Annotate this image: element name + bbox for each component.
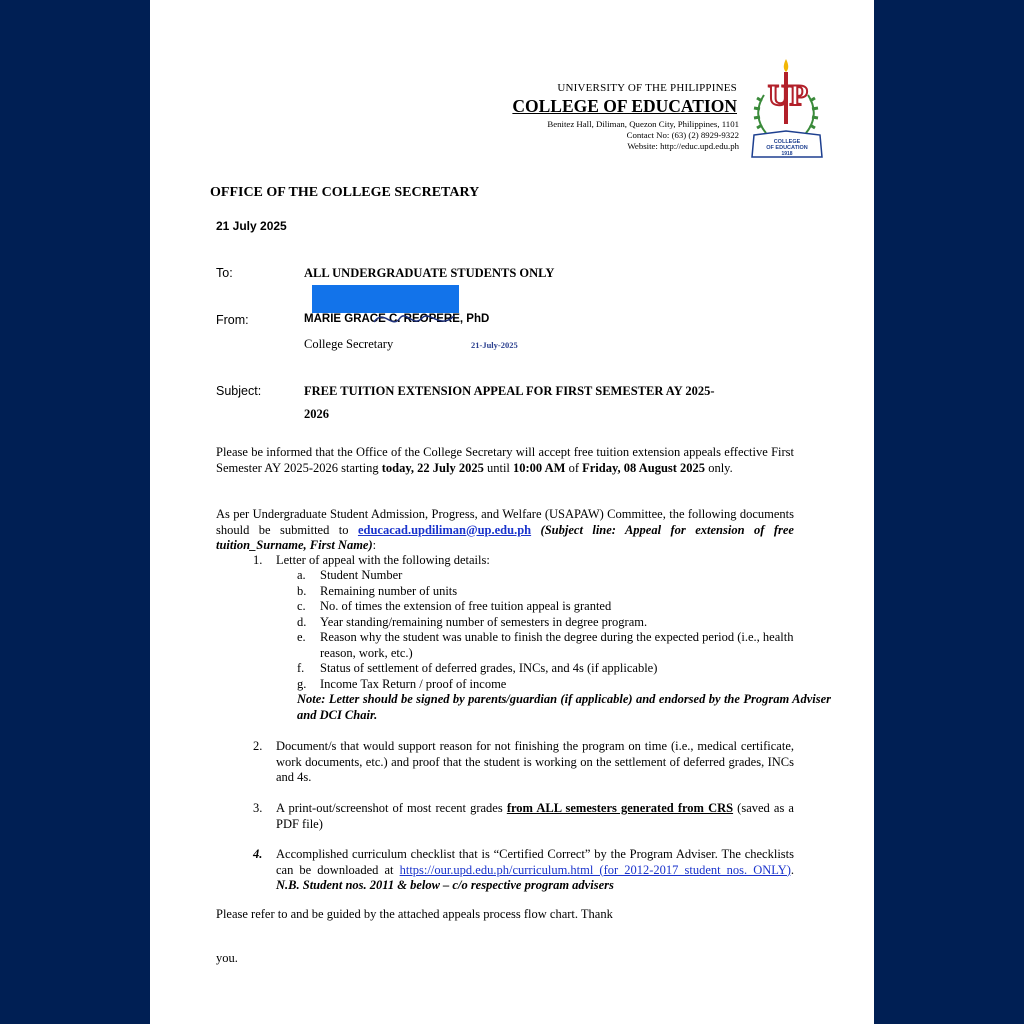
item-3-text: A print-out/screenshot of most recent grades from ALL semesters generated from CRS (saved as a PDF file) [276,801,794,831]
college-contact: Contact No: (63) (2) 8929-9322 [626,130,739,140]
closing-text: Please refer to and be guided by the attached appeals process flow chart. Thank [216,907,613,921]
memo-date: 21 July 2025 [216,219,287,233]
item-3-number: 3. [253,801,263,815]
office-title: OFFICE OF THE COLLEGE SECRETARY [210,185,480,200]
college-name: COLLEGE OF EDUCATION [512,96,737,116]
university-name: UNIVERSITY OF THE PHILIPPINES [557,82,737,94]
from-title: College Secretary [304,337,394,351]
college-address: Benitez Hall, Diliman, Quezon City, Philippines, 1101 [547,119,739,129]
to-label: To: [216,266,233,280]
sub-item-letter: b. [297,584,307,598]
college-logo [750,57,826,161]
svg-text:1918: 1918 [781,151,793,157]
submission-email-link[interactable]: educacad.updiliman@up.edu.ph [357,522,532,537]
signature-date: 21-July-2025 [471,340,518,350]
sub-item-letter: e. [297,630,306,644]
curriculum-link[interactable]: https://our.upd.edu.ph/curriculum.html (for 2012-2017 student nos. ONLY) [399,862,791,877]
from-label: From: [216,313,249,327]
sub-item-text: Status of settlement of deferred grades, INCs, and 4s (if applicable) [320,661,658,675]
item-4-number: 4. [253,847,263,861]
svg-text:OF EDUCATION: OF EDUCATION [766,145,808,151]
sub-item-letter: f. [297,661,305,675]
paragraph-intro: Please be informed that the Office of the College Secretary will accept free tuition extension appeals effective First Semester AY 2025-2026 starting today, 22 July 2025 until 10:00 AM of Friday, 08 August 2025 only. [216,445,794,475]
sub-item-letter: a. [297,568,306,582]
sub-item-letter: d. [297,615,307,629]
closing-text-2: you. [216,951,238,965]
from-name: MARIE GRACE C. REOPERE, PhD [304,313,490,325]
paragraph-requirements: As per Undergraduate Student Admission, Progress, and Welfare (USAPAW) Committee, the following documents should be submitted to educacad.updiliman@up.edu.ph (Subject line: Appeal for extension of free tuition_Surname, First Name): [216,507,794,552]
subject-label: Subject: [216,384,262,398]
to-value: ALL UNDERGRADUATE STUDENTS ONLY [304,266,555,280]
letter-note: Note: Letter should be signed by parents/guardian (if applicable) and endorsed by the Program Adviser and DCI Chair. [297,692,831,722]
subject-line-1: FREE TUITION EXTENSION APPEAL FOR FIRST SEMESTER AY 2025- [304,384,715,398]
sub-item-text: No. of times the extension of free tuition appeal is granted [320,599,612,613]
sub-item-text: Income Tax Return / proof of income [320,677,507,691]
item-1-text: Letter of appeal with the following details: [276,553,490,567]
svg-text:UP: UP [768,79,808,112]
sub-item-text: Remaining number of units [320,584,458,598]
subject-line-2: 2026 [304,407,329,421]
sub-item-text: Year standing/remaining number of semesters in degree program. [320,615,648,629]
svg-text:COLLEGE: COLLEGE [773,139,801,145]
sub-item-text: Reason why the student was unable to finish the degree during the expected period (i.e., health reason, work, etc.) [320,630,794,660]
sub-item-text: Student Number [320,568,403,582]
college-seal-icon [750,57,826,161]
signature-scribble [370,304,460,332]
sub-item-letter: c. [297,599,306,613]
item-1-number: 1. [253,553,263,567]
item-2-text: Document/s that would support reason for not finishing the program on time (i.e., medical certificate, work documents, etc.) and proof that the student is working on the settlement of deferred grades, INCs and 4s. [276,739,794,784]
college-website: Website: http://educ.upd.edu.ph [627,141,739,151]
memo-page [150,0,874,1024]
sub-item-letter: g. [297,677,307,691]
item-4-text: Accomplished curriculum checklist that is “Certified Correct” by the Program Adviser. The checklists can be downloaded at https://our.upd.edu.ph/curriculum.html (for 2012-2017 student nos. ONLY). N.B. Student nos. 2011 & below – c/o respective program advisers [276,847,795,892]
item-2-number: 2. [253,739,263,753]
